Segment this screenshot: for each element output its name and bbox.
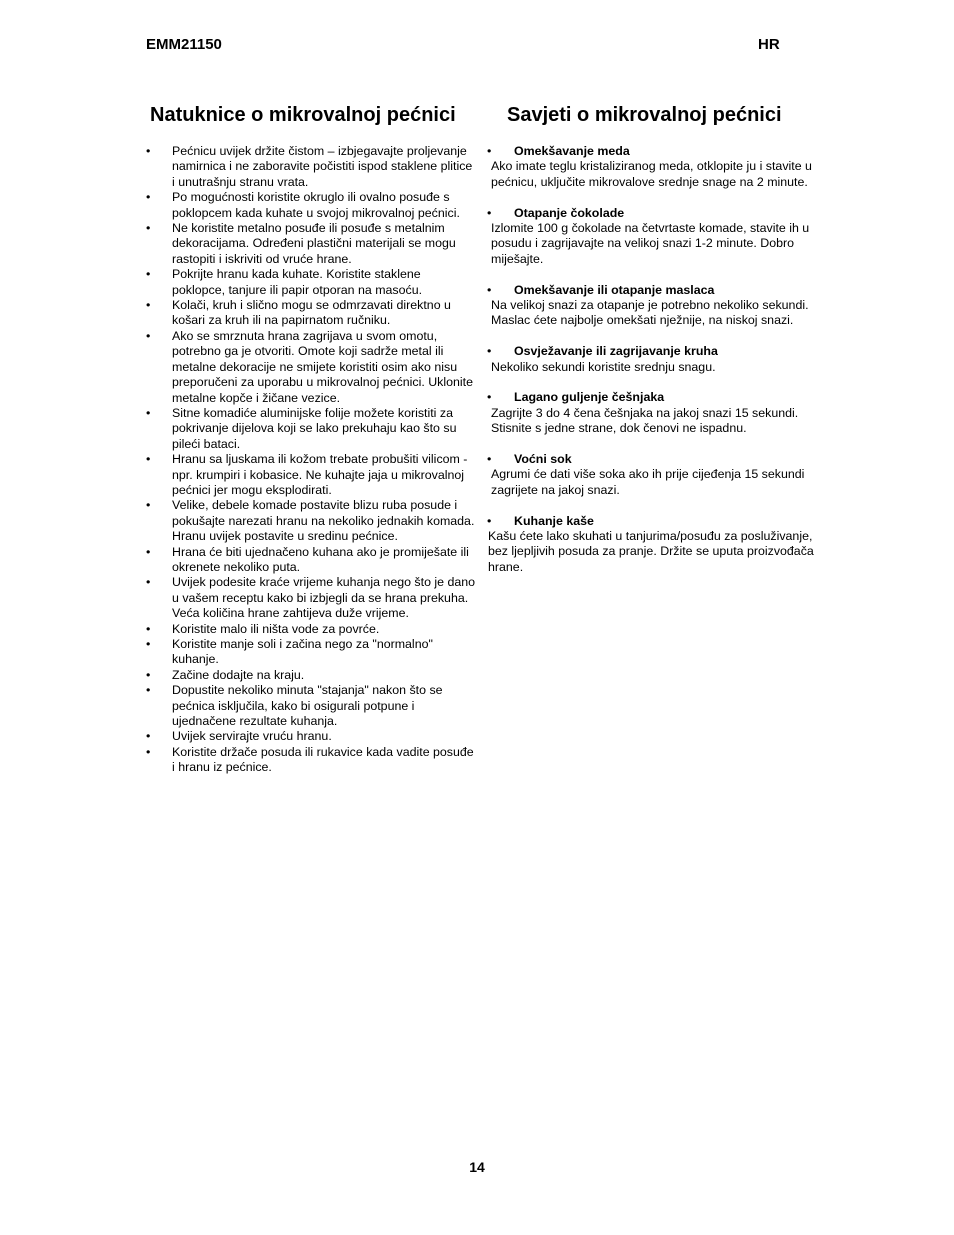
tip-heading-text: Omekšavanje meda [514, 144, 630, 158]
bullet-icon: • [487, 282, 492, 297]
tip-heading [487, 390, 817, 405]
list-item [146, 545, 476, 576]
tip-text: Ako imate teglu kristaliziranog meda, otklopite ju i stavite u pećnicu, uključite mikrovalove srednje snage na 2 minute. [491, 159, 812, 189]
list-item [146, 267, 476, 298]
right-column-title: Savjeti o mikrovalnoj pećnici [507, 104, 782, 126]
bullet-icon: • [146, 298, 151, 313]
list-item [146, 575, 476, 621]
tip-heading [487, 283, 817, 298]
list-item [146, 668, 476, 683]
list-item [146, 190, 476, 221]
tip-heading [487, 144, 817, 159]
list-item-text: Koristite manje soli i začina nego za "normalno" kuhanje. [172, 637, 433, 667]
list-item-text: Velike, debele komade postavite blizu ruba posude i pokušajte narezati hranu na nekoliko jednakih komada. Hranu uvijek postavite u sredinu pećnice. [172, 498, 475, 544]
tip-section [487, 144, 817, 190]
left-column-title: Natuknice o mikrovalnoj pećnici [150, 104, 456, 126]
bullet-icon: • [146, 190, 151, 205]
tip-text: Nekoliko sekundi koristite srednju snagu. [491, 359, 716, 374]
tip-heading-text: Osvježavanje ili zagrijavanje kruha [514, 344, 718, 359]
bullet-icon: • [146, 498, 151, 513]
bullet-icon: • [146, 667, 151, 682]
tip-heading [487, 206, 817, 221]
tip-section [487, 514, 817, 576]
list-item [146, 406, 476, 452]
list-item-text: Začine dodajte na kraju. [172, 667, 305, 682]
bullet-icon: • [146, 575, 151, 590]
list-item [146, 729, 476, 744]
tip-text: Izlomite 100 g čokolade na četvrtaste komade, stavite ih u posudu i zagrijavajte na velikoj snazi 1-2 minute. Dobro miješajte. [491, 221, 810, 266]
tip-heading [487, 514, 817, 529]
list-item-text: Ako se smrznuta hrana zagrijava u svom omotu, potrebno ga je otvoriti. Omote koji sadrže metal ili metalne dekoracije ne smijete koristiti osim ako nisu preporučeni za uporabu u mikrovalnoj pećnici. Uklonite metalne kopče i žičane vezice. [172, 328, 473, 405]
bullet-icon: • [487, 205, 492, 220]
list-item [146, 622, 476, 637]
list-item-text: Pećnicu uvijek držite čistom – izbjegavajte proljevanje namirnica i ne zaboravite počistiti ispod staklene plitice i unutrašnju stranu vrata. [172, 144, 473, 189]
list-item-text: Pokrijte hranu kada kuhate. Koristite staklene poklopce, tanjure ili papir otporan na masoću. [172, 267, 423, 297]
tip-section [487, 344, 817, 375]
list-item [146, 298, 476, 329]
bullet-icon: • [487, 144, 492, 158]
bullet-icon: • [146, 729, 151, 744]
tip-section [487, 390, 817, 436]
list-item-text: Hrana će biti ujednačeno kuhana ako je promiješate ili okrenete nekoliko puta. [172, 544, 469, 574]
tip-heading-text: Voćni sok [514, 452, 572, 467]
list-item [146, 329, 476, 406]
hints-list-column [146, 144, 476, 776]
list-item [146, 144, 476, 190]
tip-text: Kašu ćete lako skuhati u tanjurima/posuđu za posluživanje, bez ljepljivih posuda za pranje. Držite se uputa proizvođača hrane. [488, 529, 814, 574]
model-number: EMM21150 [146, 36, 222, 53]
list-item-text: Sitne komadiće aluminijske folije možete koristiti za pokrivanje dijelova koji se lako prekuhaju kao što su pileći bataci. [172, 405, 457, 451]
list-item-text: Dopustite nekoliko minuta "stajanja" nakon što se pećnica isključila, kako bi osigurali potpune i ujednačene rezultate kuhanja. [172, 683, 443, 729]
bullet-icon: • [146, 621, 151, 636]
bullet-icon: • [146, 221, 151, 236]
tip-section [487, 452, 817, 498]
list-item-text: Koristite držače posuda ili rukavice kada vadite posuđe i hranu iz pećnice. [172, 744, 474, 775]
bullet-icon: • [146, 452, 151, 467]
bullet-icon: • [146, 637, 151, 651]
list-item-text: Po mogućnosti koristite okruglo ili ovalno posuđe s poklopcem kada kuhate u svojoj mikrovalnoj pećnici. [172, 190, 460, 220]
bullet-icon: • [146, 544, 151, 559]
list-item-text: Uvijek podesite kraće vrijeme kuhanja nego što je dano u vašem receptu kako bi izbjegli da se hrana prekuha. Veća količina hrane zahtijeva duže vrijeme. [172, 575, 476, 621]
tip-text: Na velikoj snazi za otapanje je potrebno nekoliko sekundi. Maslac ćete najbolje omekšati nježnije, na niskoj snazi. [491, 298, 809, 328]
list-item-text: Uvijek servirajte vruću hranu. [172, 729, 332, 744]
tip-heading-text: Otapanje čokolade [514, 205, 625, 220]
list-item-text: Kolači, kruh i slično mogu se odmrzavati direktno u košari za kruh ili na papirnatom ručniku. [172, 298, 451, 328]
list-item [146, 683, 476, 729]
tip-text: Agrumi će dati više soka ako ih prije cijeđenja 15 sekundi zagrijete na jakoj snazi. [491, 467, 805, 497]
language-code: HR [758, 36, 780, 53]
bullet-icon: • [487, 452, 492, 467]
bullet-icon: • [146, 267, 151, 282]
bullet-icon: • [146, 683, 151, 698]
page-number: 14 [469, 1159, 485, 1175]
bullet-icon: • [146, 144, 151, 158]
bullet-icon: • [487, 390, 492, 405]
bullet-icon: • [146, 405, 151, 420]
list-item [146, 745, 476, 776]
list-item [146, 498, 476, 544]
bullet-icon: • [487, 344, 492, 359]
list-item-text: Koristite malo ili ništa vode za povrće. [172, 621, 380, 636]
tip-text: Zagrijte 3 do 4 čena češnjaka na jakoj snazi 15 sekundi. Stisnite s jedne strane, dok čenovi ne ispadnu. [491, 405, 799, 436]
tips-column [487, 144, 817, 591]
bullet-icon: • [146, 328, 151, 343]
tip-heading [487, 452, 817, 467]
tip-section [487, 206, 817, 268]
list-item [146, 452, 476, 498]
hints-list [146, 144, 476, 776]
tip-heading-text: Lagano guljenje češnjaka [514, 390, 665, 405]
tip-section [487, 283, 817, 329]
list-item-text: Ne koristite metalno posuđe ili posuđe s metalnim dekoracijama. Određeni plastični materijali se mogu rastopiti i iskriviti od vruće hrane. [172, 221, 456, 266]
list-item-text: Hranu sa ljuskama ili kožom trebate probušiti vilicom - npr. krumpiri i kobasice. Ne kuhajte jaja u mikrovalnoj pećnici jer mogu eksplodirati. [172, 452, 468, 497]
tip-heading-text: Kuhanje kaše [514, 513, 594, 528]
bullet-icon: • [487, 513, 492, 528]
list-item [146, 221, 476, 267]
tip-heading-text: Omekšavanje ili otapanje maslaca [514, 282, 715, 297]
bullet-icon: • [146, 744, 151, 759]
tip-heading [487, 344, 817, 359]
list-item [146, 637, 476, 668]
